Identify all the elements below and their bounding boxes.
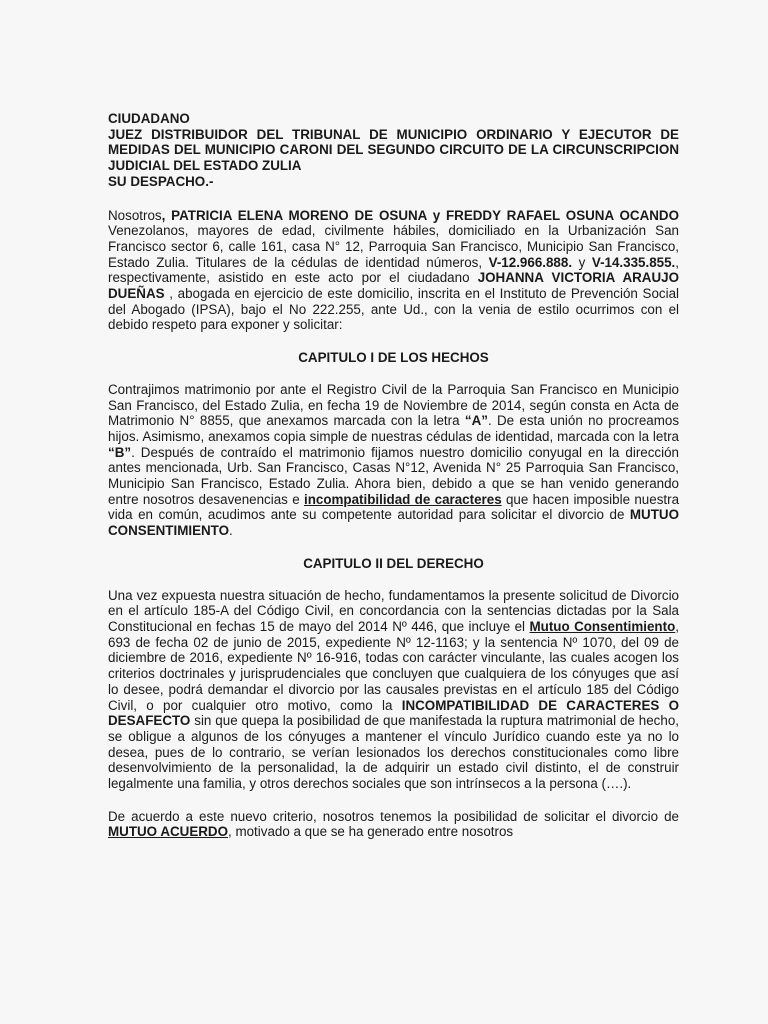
mutual-consent-ref: Mutuo Consentimiento [529,618,676,634]
chapter-2-paragraph [108,588,679,792]
chapter-2-text-3: sin que quepa la posibilidad de que manifestada la ruptura matrimonial de hecho, se obligue a algunos de los cónyuges a mantener el vínculo Jurídico cuando este ya no lo desea, pues de lo contrario, se verían lesionados los derechos constitucionales como libre desenvolvimiento de la personalidad, la de adquirir un estado civil distinto, el de construir legalmente una familia, y otros derechos sociales que son intrínsecos a la persona (….). [108,713,679,792]
intro-text-3: y [572,254,592,270]
intro-text-5: , abogada en ejercicio de este domicilio, inscrita en el Instituto de Prevención Social del Abogado (IPSA), bajo el No 222.255, ante Ud., con la venia de estilo ocurrimos con el debido respeto para exponer y solicitar: [108,286,679,333]
mutual-agreement-term: MUTUO ACUERDO [108,824,229,840]
chapter-2-text-2: , 693 de fecha 02 de junio de 2015, expediente Nº 12-1163; y la sentencia Nº 1070, del 09 de diciembre de 2016, expediente Nº 16-916, todas con carácter vinculante, las cuales acogen los criterios doctrinales y jurisprudenciales que concluyen que cualquiera de los cónyuges que así lo desee, podrá demandar el divorcio por las causales previstas en el artículo 185 del Código Civil, o por cualquier otro motivo, como la [108,618,679,713]
mutual-consent-term: MUTUO CONSENTIMIENTO [108,507,679,539]
incompatibility-caps: INCOMPATIBILIDAD DE CARACTERES O DESAFECTO [108,697,679,729]
id-number-1: V-12.966.888. [488,254,573,270]
id-number-2: V-14.335.855. [591,254,676,270]
incompatibility-term: incompatibilidad de caracteres [303,491,502,507]
chapter-2-text-1: Una vez expuesta nuestra situación de hecho, fundamentamos la presente solicitud de Divorcio en el artículo 185-A del Código Civil, en concordancia con la sentencias dictadas por la Sala Constitucional en fechas 15 de mayo del 2014 Nº 446, que incluye el [108,587,679,634]
chapter-1-title: CAPITULO I DE LOS HECHOS [298,350,489,366]
chapter-1-text-2: . De esta unión no procreamos hijos. Asimismo, anexamos copia simple de nuestras cédulas de identidad, marcada con la letra [108,413,680,444]
addressee-line-3: SU DESPACHO.- [108,173,214,189]
addressee-line-1: CIUDADANO [108,111,190,126]
intro-text-1: Nosotros [108,207,162,223]
addressee-block [108,111,679,190]
petitioner-names: , PATRICIA ELENA MORENO DE OSUNA y FREDDY RAFAEL OSUNA OCANDO [161,207,679,223]
chapter-2-title: CAPITULO II DEL DERECHO [303,555,484,571]
closing-text-2: , motivado a que se ha generado entre nosotros [228,824,514,840]
chapter-1-paragraph [108,382,679,539]
chapter-1-text-4: que hacen imposible nuestra vida en común, acudimos ante su competente autoridad para solicitar el divorcio de [108,491,680,523]
chapter-1-text-5: . [229,523,233,539]
annex-letter-a: “A” [464,413,488,429]
closing-paragraph [108,809,679,840]
chapter-1-text-3: . Después de contraído el matrimonio fijamos nuestro domicilio conyugal en la dirección antes mencionada, Urb. San Francisco, Casas N°12, Avenida N° 25 Parroquia San Francisco, Municipio San Francisco, Estado Zulia. Ahora bien, debido a que se han venido generando entre nosotros desavenencias e [108,444,679,507]
addressee-line-2: JUEZ DISTRIBUIDOR DEL TRIBUNAL DE MUNICIPIO ORDINARIO Y EJECUTOR DE MEDIDAS DEL MUNICIPIO CARONI DEL SEGUNDO CIRCUITO DE LA CIRCUNSCRIPCION JUDICIAL DEL ESTADO ZULIA [108,126,679,174]
chapter-1-text-1: Contrajimos matrimonio por ante el Registro Civil de la Parroquia San Francisco en Municipio San Francisco, del Estado Zulia, en fecha 19 de Noviembre de 2014, según consta en Acta de Matrimonio N° 8855, que anexamos marcada con la letra [108,381,679,429]
annex-letter-b: “B” [108,444,132,460]
intro-text-4: , respectivamente, asistido en este acto por el ciudadano [108,254,679,286]
intro-text-2: Venezolanos, mayores de edad, civilmente hábiles, domiciliado en la Urbanización San Francisco sector 6, calle 161, casa N° 12, Parroquia San Francisco, Municipio San Francisco, Estado Zulia. Titulares de la cédulas de identidad números, [108,223,679,270]
lawyer-name: JOHANNA VICTORIA ARAUJO DUEÑAS [108,270,679,302]
closing-text-1: De acuerdo a este nuevo criterio, nosotros tenemos la posibilidad de solicitar el divorcio de [108,808,679,824]
intro-paragraph [108,208,679,334]
